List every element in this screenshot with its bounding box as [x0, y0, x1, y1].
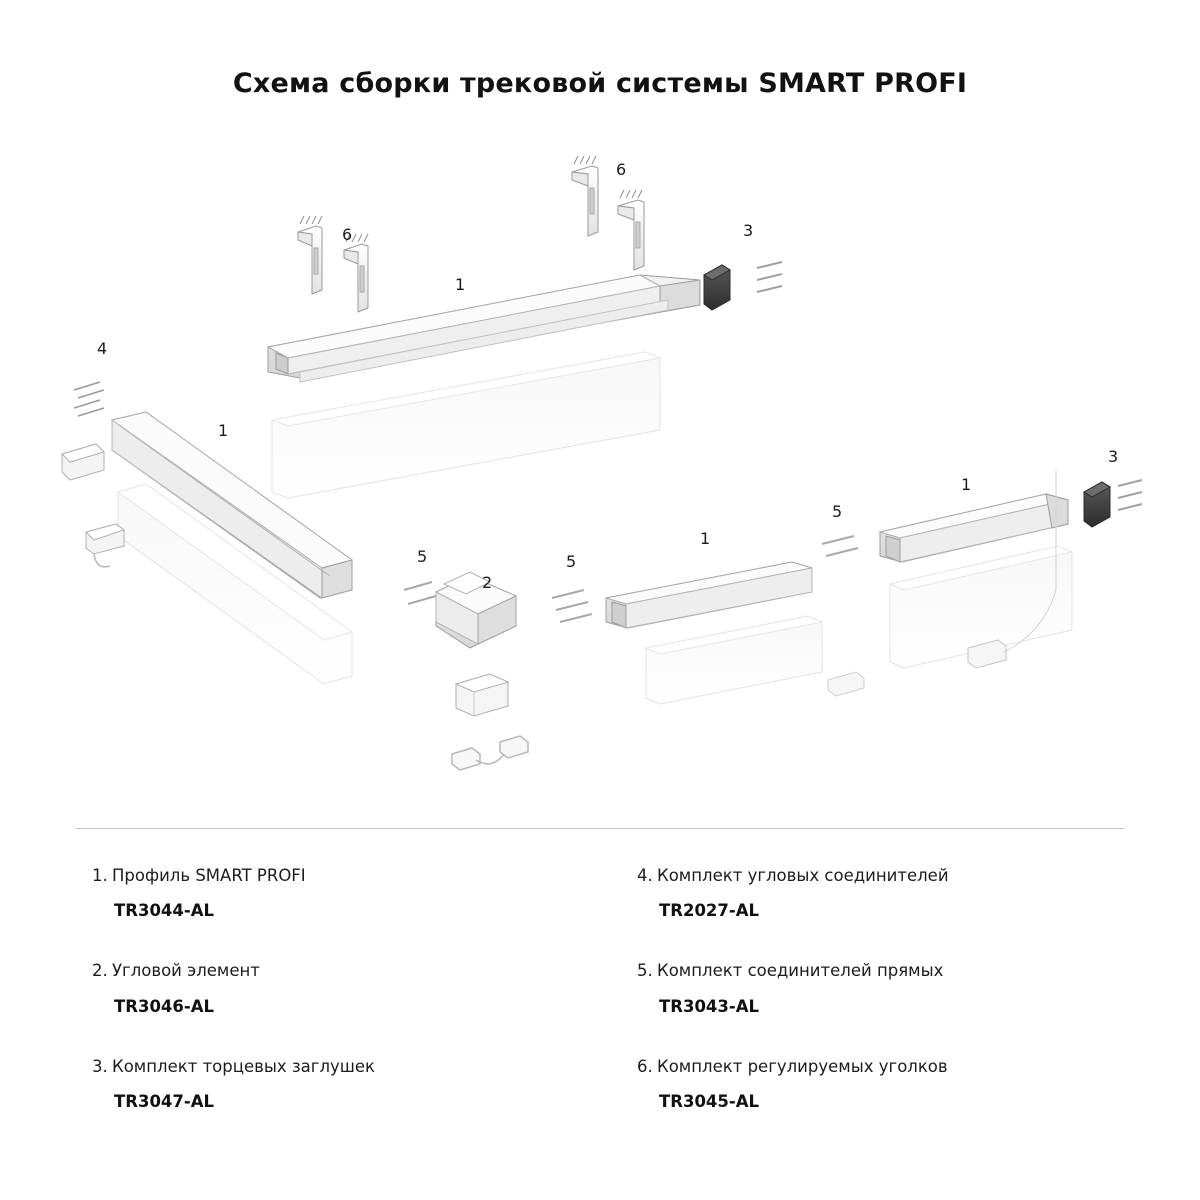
middle-shadow-clip: [828, 672, 864, 696]
legend-item-code: TR3043-AL: [659, 996, 760, 1016]
legend-item-title: [637, 865, 1112, 887]
legend-item-number: 3.: [92, 1056, 108, 1076]
straight-connector-kit-b: [552, 590, 592, 622]
legend-item: [637, 865, 1112, 942]
track-profile-middle-shadow: [646, 616, 822, 704]
legend-item-title: [637, 960, 1112, 982]
straight-connector-kit-a: [404, 582, 436, 604]
legend-item-number: 2.: [92, 961, 108, 981]
legend-item: [92, 865, 637, 942]
legend-item-name: Комплект соединителей прямых: [657, 961, 944, 981]
corner-element-cable: [452, 736, 528, 770]
callout-label: 6: [616, 160, 627, 179]
legend-divider: [75, 828, 1125, 829]
page-title: Схема сборки трековой системы SMART PROFI: [232, 68, 968, 99]
legend-item-title: [92, 960, 637, 982]
left-accessories: [62, 444, 124, 567]
callout-label: 2: [482, 573, 493, 592]
callout-label: 6: [342, 225, 353, 244]
track-profile-middle: [606, 562, 812, 628]
legend-item: [92, 960, 637, 1037]
end-cap-top-screws: [757, 262, 782, 292]
legend-item-name: Комплект регулируемых уголков: [657, 1056, 948, 1076]
callout-label: 5: [566, 552, 577, 571]
legend-item: [92, 1056, 637, 1133]
legend-item-name: Угловой элемент: [112, 961, 260, 981]
legend-item-code: TR3044-AL: [114, 901, 215, 921]
legend-item-number: 4.: [637, 866, 653, 885]
callout-label: 1: [455, 275, 466, 294]
assembly-diagram: [0, 120, 1200, 820]
end-cap-right: [1084, 482, 1110, 527]
legend-item-title: [92, 1056, 637, 1078]
callout-label: 1: [961, 475, 972, 494]
legend-item-code: TR3045-AL: [659, 1091, 760, 1111]
corner-element-bracket: [456, 674, 508, 716]
end-cap-right-screws: [1118, 480, 1142, 510]
legend-item: [637, 960, 1112, 1037]
legend-item-name: Комплект угловых соединителей: [657, 866, 949, 885]
legend-item-title: [637, 1056, 1112, 1078]
legend-item-code: TR3046-AL: [114, 996, 215, 1016]
legend: [92, 865, 1112, 1151]
callout-label: 5: [832, 502, 843, 521]
legend-item-number: 1.: [92, 866, 108, 885]
callout-label: 1: [218, 421, 229, 440]
corner-connector-kit: [74, 382, 104, 416]
callout-label: 3: [1108, 447, 1119, 466]
straight-connector-kit-c: [822, 536, 858, 556]
legend-item-code: TR3047-AL: [114, 1091, 215, 1111]
legend-item-number: 6.: [637, 1056, 653, 1076]
legend-item-name: Профиль SMART PROFI: [112, 866, 306, 885]
assembly-diagram-svg: [0, 120, 1200, 820]
legend-item-code: TR2027-AL: [659, 901, 760, 921]
callout-label: 1: [700, 529, 711, 548]
bracket-group-right: [572, 156, 644, 270]
callout-label: 4: [97, 339, 108, 358]
corner-element: [436, 572, 516, 648]
callout-label: 3: [743, 221, 754, 240]
callout-label: 5: [417, 547, 428, 566]
end-cap-top: [704, 265, 730, 310]
legend-item-number: 5.: [637, 961, 653, 981]
legend-item-title: [92, 865, 637, 887]
legend-item-name: Комплект торцевых заглушек: [112, 1056, 375, 1076]
legend-item: [637, 1056, 1112, 1133]
bracket-group-left: [298, 216, 368, 312]
